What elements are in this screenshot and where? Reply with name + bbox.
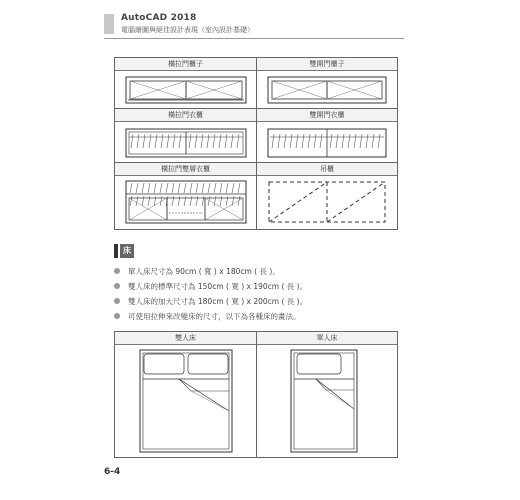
bullet-text: 雙人床的標準尺寸為 150cm ( 寬 ) x 190cm ( 長 )。 [128, 282, 308, 291]
column-divider [256, 58, 257, 229]
cell-double-door-cabinet-label: 雙開門櫃子 [257, 58, 397, 71]
section-marker [114, 244, 118, 258]
bullet-text: 雙人床的加大尺寸為 180cm ( 寬 ) x 200cm ( 長 )。 [128, 297, 308, 306]
book-logo-icon [104, 14, 114, 34]
double-bed-drawing [139, 349, 235, 455]
hanging-cabinet-drawing [267, 180, 389, 226]
page-number: 6-4 [104, 467, 121, 477]
book-title: AutoCAD 2018 [121, 13, 197, 23]
cell-sliding-wardrobe-label: 橫拉門衣櫃 [115, 109, 256, 122]
sliding-double-wardrobe-drawing [125, 180, 247, 226]
header-divider [104, 38, 404, 39]
double-door-wardrobe-drawing [267, 128, 389, 160]
cell-sliding-double-wardrobe-label: 橫拉門雙層衣櫃 [115, 163, 256, 176]
bullet-text: 可使用拉伸來改變床的尺寸，以下為各種床的畫法。 [128, 312, 301, 321]
bed-table [114, 331, 398, 458]
cell-double-door-wardrobe-label: 雙開門衣櫃 [257, 109, 397, 122]
bullet-icon [114, 313, 120, 319]
bullet-icon [114, 298, 120, 304]
cell-sliding-cabinet-label: 橫拉門櫃子 [115, 58, 256, 71]
bullet-icon [114, 283, 120, 289]
double-door-cabinet-drawing [267, 76, 389, 106]
cell-hanging-cabinet-label: 吊櫃 [257, 163, 397, 176]
column-divider [256, 332, 257, 457]
bullet-text: 單人床尺寸為 90cm ( 寬 ) x 180cm ( 長 )。 [128, 267, 280, 276]
sliding-wardrobe-drawing [125, 128, 247, 160]
cell-single-bed-label: 單人床 [257, 332, 397, 345]
cabinet-table [114, 57, 398, 230]
sliding-cabinet-drawing [125, 76, 247, 106]
bullet-icon [114, 268, 120, 274]
single-bed-drawing [290, 349, 360, 455]
cell-double-bed-label: 雙人床 [115, 332, 256, 345]
book-subtitle: 電腦繪圖與絕佳設計表現（室內設計基礎） [121, 26, 254, 34]
section-title: 床 [120, 244, 134, 258]
